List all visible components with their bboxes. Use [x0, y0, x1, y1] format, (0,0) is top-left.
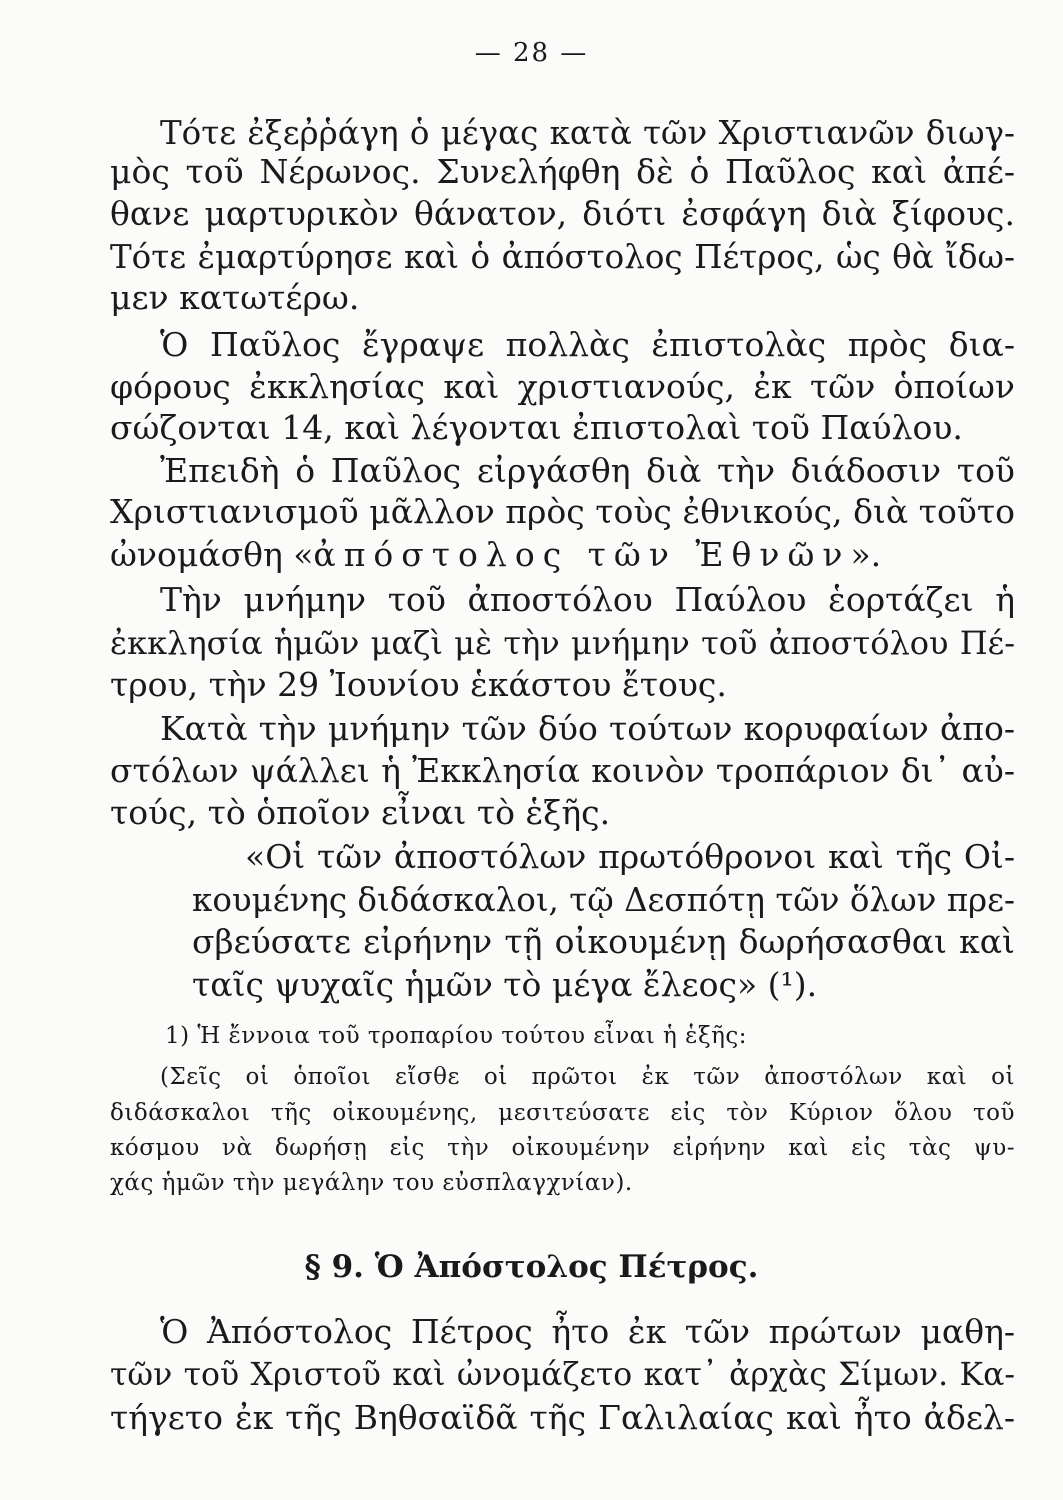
text-line: Ἐπειδὴ ὁ Παῦλος εἰργάσθη διὰ τὴν διάδοσιν τοῦ	[160, 451, 1015, 490]
text-line: Τότε ἐμαρτύρησε καὶ ὁ ἀπόστολος Πέτρος, ὡς θὰ ἴδω-	[110, 238, 1015, 276]
text-line: ἐκκλησία ἡμῶν μαζὶ μὲ τὴν μνήμην τοῦ ἀποστόλου Πέ-	[110, 624, 1015, 662]
footnote-line: διδάσκαλοι τῆς οἰκουμένης, μεσιτεύσατε εἰς τὸν Κύριον ὅλου τοῦ	[110, 1100, 1015, 1126]
text-line: θανε μαρτυρικὸν θάνατον, διότι ἐσφάγη διὰ ξίφους.	[110, 194, 1015, 233]
quote-line: σβεύσατε εἰρήνην τῇ οἰκουμένῃ δωρήσασθαι καὶ	[192, 922, 1015, 961]
footnote-line: κόσμου νὰ δωρήσῃ εἰς τὴν οἰκουμένην εἰρήνην καὶ εἰς τὰς ψυ-	[110, 1135, 1015, 1161]
footnote-line: 1) Ἡ ἔννοια τοῦ τροπαρίου τούτου εἶναι ἡ ἑξῆς:	[165, 1023, 748, 1049]
text-segment: ».	[850, 535, 882, 574]
text-line: φόρους ἐκκλησίας καὶ χριστιανούς, ἐκ τῶν ὁποίων	[110, 367, 1015, 406]
text-line: Κατὰ τὴν μνήμην τῶν δύο τούτων κορυφαίων ἀπο-	[160, 709, 1015, 748]
page-number: — 28 —	[474, 38, 589, 68]
text-line: σώζονται 14, καὶ λέγονται ἐπιστολαὶ τοῦ Παύλου.	[110, 408, 963, 447]
text-line: τρου, τὴν 29 Ἰουνίου ἑκάστου ἔτους.	[110, 665, 727, 704]
footnote-line: χάς ἡμῶν τὴν μεγάλην του εὐσπλαγχνίαν).	[110, 1170, 633, 1196]
quote-line: «Οἱ τῶν ἀποστόλων πρωτόθρονοι καὶ τῆς Οἰ-	[245, 837, 1015, 876]
spaced-emphasis: ἀπόστολος τῶν Ἐθνῶν	[313, 535, 851, 574]
text-line: τῶν τοῦ Χριστοῦ καὶ ὠνομάζετο κατ᾽ ἀρχὰς Σίμων. Κα-	[110, 1357, 1015, 1393]
text-line: μεν κατωτέρω.	[110, 278, 360, 317]
text-line: τήγετο ἐκ τῆς Βηθσαϊδᾶ τῆς Γαλιλαίας καὶ ἦτο ἀδελ-	[110, 1398, 1015, 1437]
text-line: Χριστιανισμοῦ μᾶλλον πρὸς τοὺς ἐθνικούς, διὰ τοῦτο	[110, 492, 1015, 531]
text-line: τούς, τὸ ὁποῖον εἶναι τὸ ἑξῆς.	[110, 793, 611, 832]
text-line: στόλων ψάλλει ἡ Ἐκκλησία κοινὸν τροπάριον δι᾽ αὐ-	[110, 751, 1015, 790]
quote-line: ταῖς ψυχαῖς ἡμῶν τὸ μέγα ἔλεος» (¹).	[192, 965, 818, 1004]
text-line: Τὴν μνήμην τοῦ ἀποστόλου Παύλου ἑορτάζει ἡ	[160, 580, 1015, 619]
text-line: Τότε ἐξεῤῥάγη ὁ μέγας κατὰ τῶν Χριστιανῶν διωγ-	[160, 114, 1015, 152]
footnote-line: (Σεῖς οἱ ὁποῖοι εἴσθε οἱ πρῶτοι ἐκ τῶν ἀποστόλων καὶ οἱ	[160, 1064, 1015, 1090]
quote-line: κουμένης διδάσκαλοι, τῷ Δεσπότῃ τῶν ὅλων πρε-	[192, 881, 1015, 919]
text-line: Ὁ Ἀπόστολος Πέτρος ἦτο ἐκ τῶν πρώτων μαθη-	[160, 1312, 1015, 1351]
text-line	[110, 535, 1015, 575]
text-line: Ὁ Παῦλος ἔγραψε πολλὰς ἐπιστολὰς πρὸς δια-	[160, 325, 1015, 364]
text-line: μὸς τοῦ Νέρωνος. Συνελήφθη δὲ ὁ Παῦλος καὶ ἀπέ-	[110, 152, 1015, 191]
section-heading: § 9. Ὁ Ἀπόστολος Πέτρος.	[304, 1249, 759, 1285]
text-segment: ὠνομάσθη «	[110, 535, 314, 574]
